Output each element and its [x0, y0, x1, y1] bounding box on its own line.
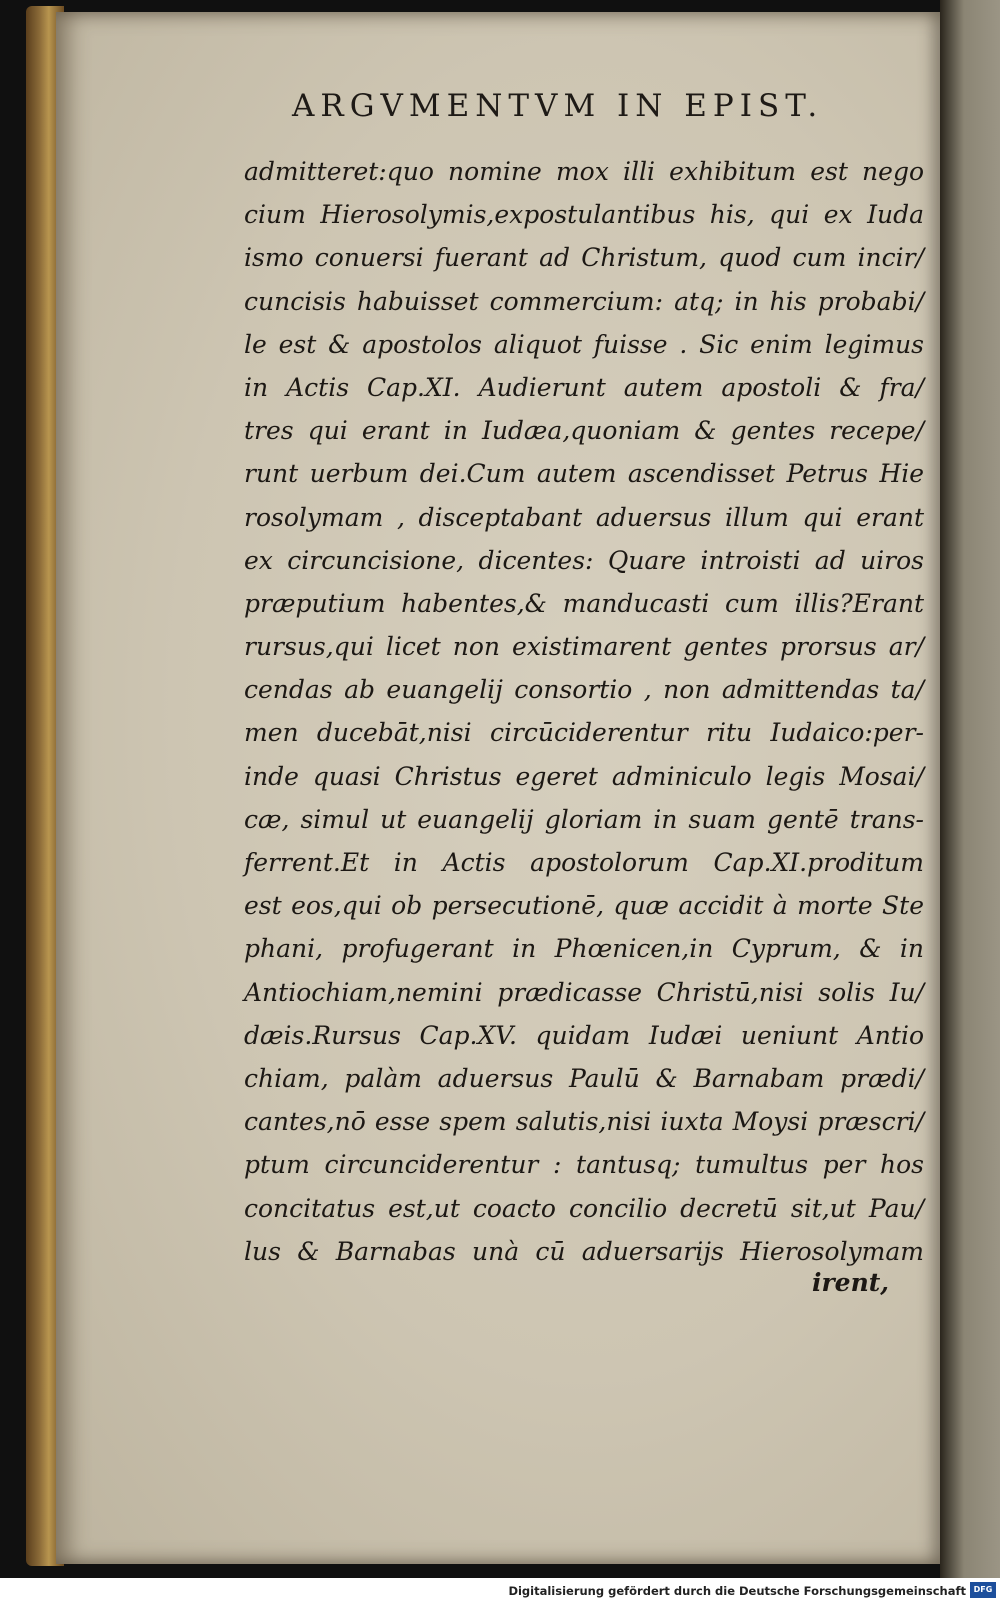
- text-line: ptum circunciderentur : tantusq; tumultus per hos: [244, 1150, 924, 1180]
- text-line: ismo conuersi fuerant ad Christum, quod cum incir/: [244, 243, 924, 273]
- text-line: le est & apostolos aliquot fuisse . Sic enim legimus: [244, 329, 924, 359]
- text-line: men ducebāt,nisi circūciderentur ritu Iudaico:per-: [244, 718, 924, 748]
- text-line: cendas ab euangelij consortio , non admittendas ta/: [244, 675, 924, 705]
- text-line: tres qui erant in Iudæa,quoniam & gentes recepe/: [244, 416, 924, 446]
- footer-bar: [0, 1578, 1000, 1604]
- dfg-logo: DFG: [970, 1582, 996, 1598]
- text-line: runt uerbum dei.Cum autem ascendisset Petrus Hie: [244, 459, 924, 489]
- text-line: dæis.Rursus Cap.XV. quidam Iudæi ueniunt Antio: [244, 1020, 924, 1050]
- body-text: [244, 150, 924, 1273]
- funding-credit: Digitalisierung gefördert durch die Deutsche Forschungsgemeinschaft: [508, 1584, 966, 1598]
- facing-page-edge: [940, 0, 1000, 1578]
- text-line: cuncisis habuisset commercium: atq; in his probabi/: [244, 286, 924, 316]
- catchword: irent,: [812, 1268, 890, 1297]
- text-line: chiam, palàm aduersus Paulū & Barnabam prædi/: [244, 1063, 924, 1093]
- text-line: præputium habentes,& manducasti cum illis?Erant: [244, 588, 924, 618]
- text-line: cium Hierosolymis,expostulantibus his, qui ex Iuda: [244, 200, 924, 230]
- text-line: inde quasi Christus egeret adminiculo legis Mosai/: [244, 761, 924, 791]
- text-line: concitatus est,ut coacto concilio decretū sit,ut Pau/: [244, 1193, 924, 1223]
- text-line: admitteret:quo nomine mox illi exhibitum est nego: [244, 157, 924, 186]
- text-line: lus & Barnabas unà cū aduersarijs Hierosolymam: [244, 1236, 924, 1266]
- text-line: in Actis Cap.XI. Audierunt autem apostoli & fra/: [244, 372, 924, 402]
- text-line: Antiochiam,nemini prædicasse Christū,nisi solis Iu/: [244, 977, 924, 1007]
- text-line: ferrent.Et in Actis apostolorum Cap.XI.proditum: [244, 848, 924, 877]
- text-line: cæ, simul ut euangelij gloriam in suam gentē trans-: [244, 804, 924, 834]
- text-line: est eos,qui ob persecutionē, quæ accidit à morte Ste: [244, 891, 924, 921]
- running-head: ARGVMENTVM IN EPIST.: [292, 88, 824, 124]
- text-line: ex circuncisione, dicentes: Quare introisti ad uiros: [244, 545, 924, 575]
- text-line: phani, profugerant in Phœnicen,in Cyprum, & in: [244, 934, 924, 964]
- text-line: rosolymam , disceptabant aduersus illum qui erant: [244, 502, 924, 532]
- text-line: cantes,nō esse spem salutis,nisi iuxta Moysi præscri/: [244, 1107, 924, 1137]
- text-line: rursus,qui licet non existimarent gentes prorsus ar/: [244, 632, 924, 662]
